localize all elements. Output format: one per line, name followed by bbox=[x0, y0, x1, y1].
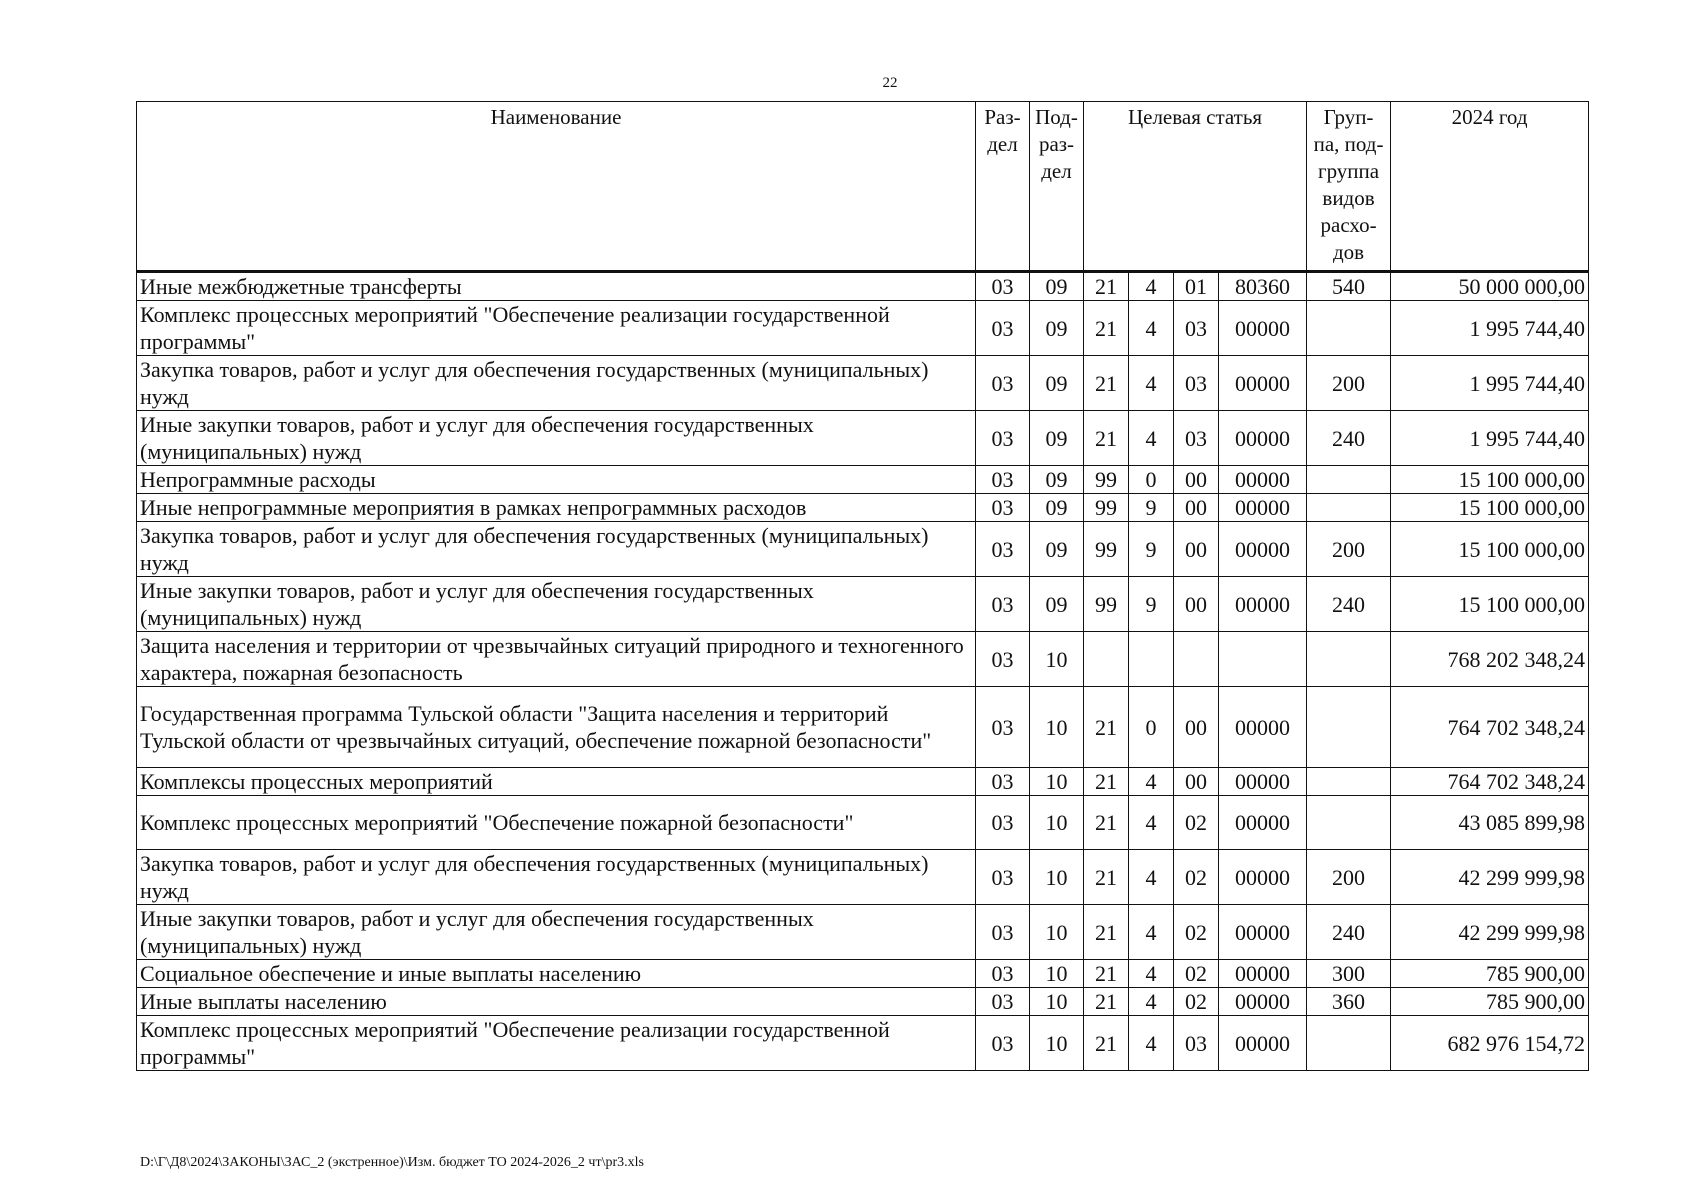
cell-target-subprogram: 02 bbox=[1174, 905, 1219, 960]
cell-target-type: 9 bbox=[1129, 494, 1174, 522]
cell-name: Иные закупки товаров, работ и услуг для обеспечения государственных (муниципальных) нужд bbox=[137, 577, 976, 632]
cell-target-subprogram: 02 bbox=[1174, 960, 1219, 988]
cell-target-subprogram: 00 bbox=[1174, 687, 1219, 768]
cell-target-program: 21 bbox=[1084, 905, 1129, 960]
cell-expense-group: 200 bbox=[1307, 850, 1391, 905]
table-row bbox=[137, 356, 1589, 411]
table-row bbox=[137, 272, 1589, 301]
cell-target-program bbox=[1084, 632, 1129, 687]
cell-name: Иные выплаты населению bbox=[137, 988, 976, 1016]
cell-target-subprogram: 00 bbox=[1174, 768, 1219, 796]
header-section: Раз- дел bbox=[976, 102, 1030, 272]
cell-name: Комплекс процессных мероприятий "Обеспечение пожарной безопасности" bbox=[137, 796, 976, 850]
cell-expense-group: 200 bbox=[1307, 522, 1391, 577]
cell-subsection: 10 bbox=[1030, 687, 1084, 768]
cell-target-type: 4 bbox=[1129, 272, 1174, 301]
cell-expense-group bbox=[1307, 632, 1391, 687]
table-row bbox=[137, 905, 1589, 960]
cell-target-type: 4 bbox=[1129, 960, 1174, 988]
cell-section: 03 bbox=[976, 577, 1030, 632]
cell-subsection: 10 bbox=[1030, 1016, 1084, 1071]
cell-name: Комплекс процессных мероприятий "Обеспечение реализации государственной программы" bbox=[137, 301, 976, 356]
cell-expense-group bbox=[1307, 796, 1391, 850]
cell-amount: 15 100 000,00 bbox=[1391, 577, 1589, 632]
cell-subsection: 09 bbox=[1030, 356, 1084, 411]
cell-section: 03 bbox=[976, 272, 1030, 301]
table-row bbox=[137, 632, 1589, 687]
cell-subsection: 09 bbox=[1030, 577, 1084, 632]
cell-target-type: 4 bbox=[1129, 850, 1174, 905]
table-row bbox=[137, 960, 1589, 988]
cell-expense-group: 240 bbox=[1307, 411, 1391, 466]
cell-section: 03 bbox=[976, 768, 1030, 796]
cell-subsection: 09 bbox=[1030, 522, 1084, 577]
cell-section: 03 bbox=[976, 301, 1030, 356]
cell-target-direction: 00000 bbox=[1219, 687, 1307, 768]
cell-name: Иные межбюджетные трансферты bbox=[137, 272, 976, 301]
cell-name: Комплекс процессных мероприятий "Обеспечение реализации государственной программы" bbox=[137, 1016, 976, 1071]
cell-target-subprogram: 01 bbox=[1174, 272, 1219, 301]
cell-target-subprogram: 03 bbox=[1174, 301, 1219, 356]
cell-target-program: 21 bbox=[1084, 301, 1129, 356]
cell-expense-group bbox=[1307, 1016, 1391, 1071]
cell-target-type: 4 bbox=[1129, 301, 1174, 356]
cell-target-type bbox=[1129, 632, 1174, 687]
cell-target-direction: 00000 bbox=[1219, 988, 1307, 1016]
cell-target-direction: 00000 bbox=[1219, 522, 1307, 577]
cell-section: 03 bbox=[976, 1016, 1030, 1071]
cell-expense-group bbox=[1307, 494, 1391, 522]
cell-amount: 42 299 999,98 bbox=[1391, 905, 1589, 960]
cell-amount: 768 202 348,24 bbox=[1391, 632, 1589, 687]
cell-target-program: 21 bbox=[1084, 687, 1129, 768]
cell-target-direction: 00000 bbox=[1219, 796, 1307, 850]
header-year: 2024 год bbox=[1391, 102, 1589, 272]
table-row bbox=[137, 466, 1589, 494]
cell-target-subprogram: 02 bbox=[1174, 988, 1219, 1016]
cell-target-direction: 00000 bbox=[1219, 356, 1307, 411]
header-name: Наименование bbox=[137, 102, 976, 272]
cell-target-type: 4 bbox=[1129, 356, 1174, 411]
cell-target-direction: 00000 bbox=[1219, 850, 1307, 905]
cell-subsection: 10 bbox=[1030, 988, 1084, 1016]
table-row bbox=[137, 850, 1589, 905]
cell-section: 03 bbox=[976, 687, 1030, 768]
header-expense-group: Груп- па, под- группа видов расхо- дов bbox=[1307, 102, 1391, 272]
cell-subsection: 10 bbox=[1030, 905, 1084, 960]
cell-subsection: 10 bbox=[1030, 768, 1084, 796]
cell-name: Закупка товаров, работ и услуг для обеспечения государственных (муниципальных) нужд bbox=[137, 850, 976, 905]
cell-target-direction: 00000 bbox=[1219, 301, 1307, 356]
header-subsection: Под- раз- дел bbox=[1030, 102, 1084, 272]
cell-section: 03 bbox=[976, 356, 1030, 411]
cell-subsection: 10 bbox=[1030, 796, 1084, 850]
cell-target-direction: 00000 bbox=[1219, 577, 1307, 632]
cell-target-direction: 00000 bbox=[1219, 1016, 1307, 1071]
cell-target-type: 4 bbox=[1129, 988, 1174, 1016]
cell-target-type: 9 bbox=[1129, 522, 1174, 577]
budget-table bbox=[136, 101, 1589, 1071]
table-row bbox=[137, 988, 1589, 1016]
cell-name: Иные непрограммные мероприятия в рамках непрограммных расходов bbox=[137, 494, 976, 522]
cell-expense-group bbox=[1307, 301, 1391, 356]
table-row bbox=[137, 796, 1589, 850]
cell-target-type: 4 bbox=[1129, 1016, 1174, 1071]
cell-amount: 50 000 000,00 bbox=[1391, 272, 1589, 301]
cell-name: Комплексы процессных мероприятий bbox=[137, 768, 976, 796]
cell-amount: 43 085 899,98 bbox=[1391, 796, 1589, 850]
cell-subsection: 10 bbox=[1030, 850, 1084, 905]
cell-subsection: 09 bbox=[1030, 411, 1084, 466]
cell-subsection: 09 bbox=[1030, 494, 1084, 522]
table-header-row bbox=[137, 102, 1589, 272]
cell-section: 03 bbox=[976, 466, 1030, 494]
cell-target-subprogram: 02 bbox=[1174, 850, 1219, 905]
cell-section: 03 bbox=[976, 522, 1030, 577]
cell-amount: 764 702 348,24 bbox=[1391, 687, 1589, 768]
cell-section: 03 bbox=[976, 960, 1030, 988]
cell-target-type: 0 bbox=[1129, 466, 1174, 494]
cell-target-program: 21 bbox=[1084, 1016, 1129, 1071]
cell-target-direction: 00000 bbox=[1219, 768, 1307, 796]
cell-expense-group bbox=[1307, 768, 1391, 796]
file-path-footer: D:\Г\Д8\2024\ЗАКОНЫ\ЗАС_2 (экстренное)\Изм. бюджет ТО 2024-2026_2 чт\pr3.xls bbox=[140, 1155, 644, 1170]
cell-subsection: 09 bbox=[1030, 301, 1084, 356]
cell-target-subprogram: 03 bbox=[1174, 356, 1219, 411]
cell-expense-group: 540 bbox=[1307, 272, 1391, 301]
cell-target-direction: 00000 bbox=[1219, 960, 1307, 988]
cell-target-program: 99 bbox=[1084, 466, 1129, 494]
cell-target-direction: 00000 bbox=[1219, 494, 1307, 522]
cell-name: Закупка товаров, работ и услуг для обеспечения государственных (муниципальных) нужд bbox=[137, 356, 976, 411]
cell-expense-group bbox=[1307, 466, 1391, 494]
cell-target-direction: 80360 bbox=[1219, 272, 1307, 301]
cell-name: Социальное обеспечение и иные выплаты населению bbox=[137, 960, 976, 988]
cell-section: 03 bbox=[976, 988, 1030, 1016]
cell-target-type: 4 bbox=[1129, 768, 1174, 796]
cell-expense-group: 360 bbox=[1307, 988, 1391, 1016]
table-row bbox=[137, 494, 1589, 522]
cell-target-direction: 00000 bbox=[1219, 411, 1307, 466]
cell-target-subprogram: 00 bbox=[1174, 466, 1219, 494]
cell-section: 03 bbox=[976, 494, 1030, 522]
cell-section: 03 bbox=[976, 796, 1030, 850]
cell-name: Государственная программа Тульской области "Защита населения и территорий Тульской области от чрезвычайных ситуаций, обеспечение пожарной безопасности" bbox=[137, 687, 976, 768]
cell-target-program: 21 bbox=[1084, 796, 1129, 850]
cell-target-program: 21 bbox=[1084, 356, 1129, 411]
cell-target-program: 99 bbox=[1084, 494, 1129, 522]
cell-target-program: 21 bbox=[1084, 850, 1129, 905]
cell-name: Закупка товаров, работ и услуг для обеспечения государственных (муниципальных) нужд bbox=[137, 522, 976, 577]
cell-target-type: 0 bbox=[1129, 687, 1174, 768]
table-row bbox=[137, 301, 1589, 356]
cell-target-subprogram: 00 bbox=[1174, 522, 1219, 577]
cell-target-subprogram: 02 bbox=[1174, 796, 1219, 850]
table-row bbox=[137, 522, 1589, 577]
cell-section: 03 bbox=[976, 905, 1030, 960]
cell-target-subprogram: 03 bbox=[1174, 411, 1219, 466]
cell-section: 03 bbox=[976, 411, 1030, 466]
cell-target-type: 4 bbox=[1129, 796, 1174, 850]
table-row bbox=[137, 411, 1589, 466]
cell-target-type: 9 bbox=[1129, 577, 1174, 632]
cell-target-program: 21 bbox=[1084, 768, 1129, 796]
table-row bbox=[137, 1016, 1589, 1071]
table-row bbox=[137, 577, 1589, 632]
cell-amount: 15 100 000,00 bbox=[1391, 466, 1589, 494]
cell-target-direction: 00000 bbox=[1219, 466, 1307, 494]
cell-amount: 764 702 348,24 bbox=[1391, 768, 1589, 796]
cell-section: 03 bbox=[976, 850, 1030, 905]
cell-target-program: 21 bbox=[1084, 411, 1129, 466]
cell-expense-group: 240 bbox=[1307, 905, 1391, 960]
cell-amount: 785 900,00 bbox=[1391, 960, 1589, 988]
cell-target-type: 4 bbox=[1129, 411, 1174, 466]
cell-subsection: 10 bbox=[1030, 632, 1084, 687]
cell-amount: 1 995 744,40 bbox=[1391, 301, 1589, 356]
cell-subsection: 09 bbox=[1030, 466, 1084, 494]
header-target-article: Целевая статья bbox=[1084, 102, 1307, 272]
cell-target-subprogram: 00 bbox=[1174, 577, 1219, 632]
cell-target-program: 21 bbox=[1084, 960, 1129, 988]
cell-target-program: 99 bbox=[1084, 522, 1129, 577]
cell-amount: 1 995 744,40 bbox=[1391, 356, 1589, 411]
cell-subsection: 10 bbox=[1030, 960, 1084, 988]
cell-expense-group bbox=[1307, 687, 1391, 768]
cell-target-subprogram bbox=[1174, 632, 1219, 687]
cell-name: Защита населения и территории от чрезвычайных ситуаций природного и техногенного характера, пожарная безопасность bbox=[137, 632, 976, 687]
cell-expense-group: 200 bbox=[1307, 356, 1391, 411]
cell-target-program: 21 bbox=[1084, 272, 1129, 301]
page-number: 22 bbox=[882, 75, 898, 91]
cell-name: Иные закупки товаров, работ и услуг для обеспечения государственных (муниципальных) нужд bbox=[137, 411, 976, 466]
cell-target-direction: 00000 bbox=[1219, 905, 1307, 960]
cell-amount: 1 995 744,40 bbox=[1391, 411, 1589, 466]
cell-amount: 785 900,00 bbox=[1391, 988, 1589, 1016]
cell-subsection: 09 bbox=[1030, 272, 1084, 301]
table-body bbox=[137, 272, 1589, 1071]
cell-amount: 15 100 000,00 bbox=[1391, 494, 1589, 522]
cell-expense-group: 240 bbox=[1307, 577, 1391, 632]
cell-name: Непрограммные расходы bbox=[137, 466, 976, 494]
cell-expense-group: 300 bbox=[1307, 960, 1391, 988]
cell-target-direction bbox=[1219, 632, 1307, 687]
cell-target-subprogram: 00 bbox=[1174, 494, 1219, 522]
table-row bbox=[137, 687, 1589, 768]
cell-target-program: 21 bbox=[1084, 988, 1129, 1016]
cell-target-subprogram: 03 bbox=[1174, 1016, 1219, 1071]
cell-amount: 15 100 000,00 bbox=[1391, 522, 1589, 577]
cell-name: Иные закупки товаров, работ и услуг для обеспечения государственных (муниципальных) нужд bbox=[137, 905, 976, 960]
cell-amount: 42 299 999,98 bbox=[1391, 850, 1589, 905]
cell-target-program: 99 bbox=[1084, 577, 1129, 632]
cell-section: 03 bbox=[976, 632, 1030, 687]
cell-amount: 682 976 154,72 bbox=[1391, 1016, 1589, 1071]
table-row bbox=[137, 768, 1589, 796]
cell-target-type: 4 bbox=[1129, 905, 1174, 960]
